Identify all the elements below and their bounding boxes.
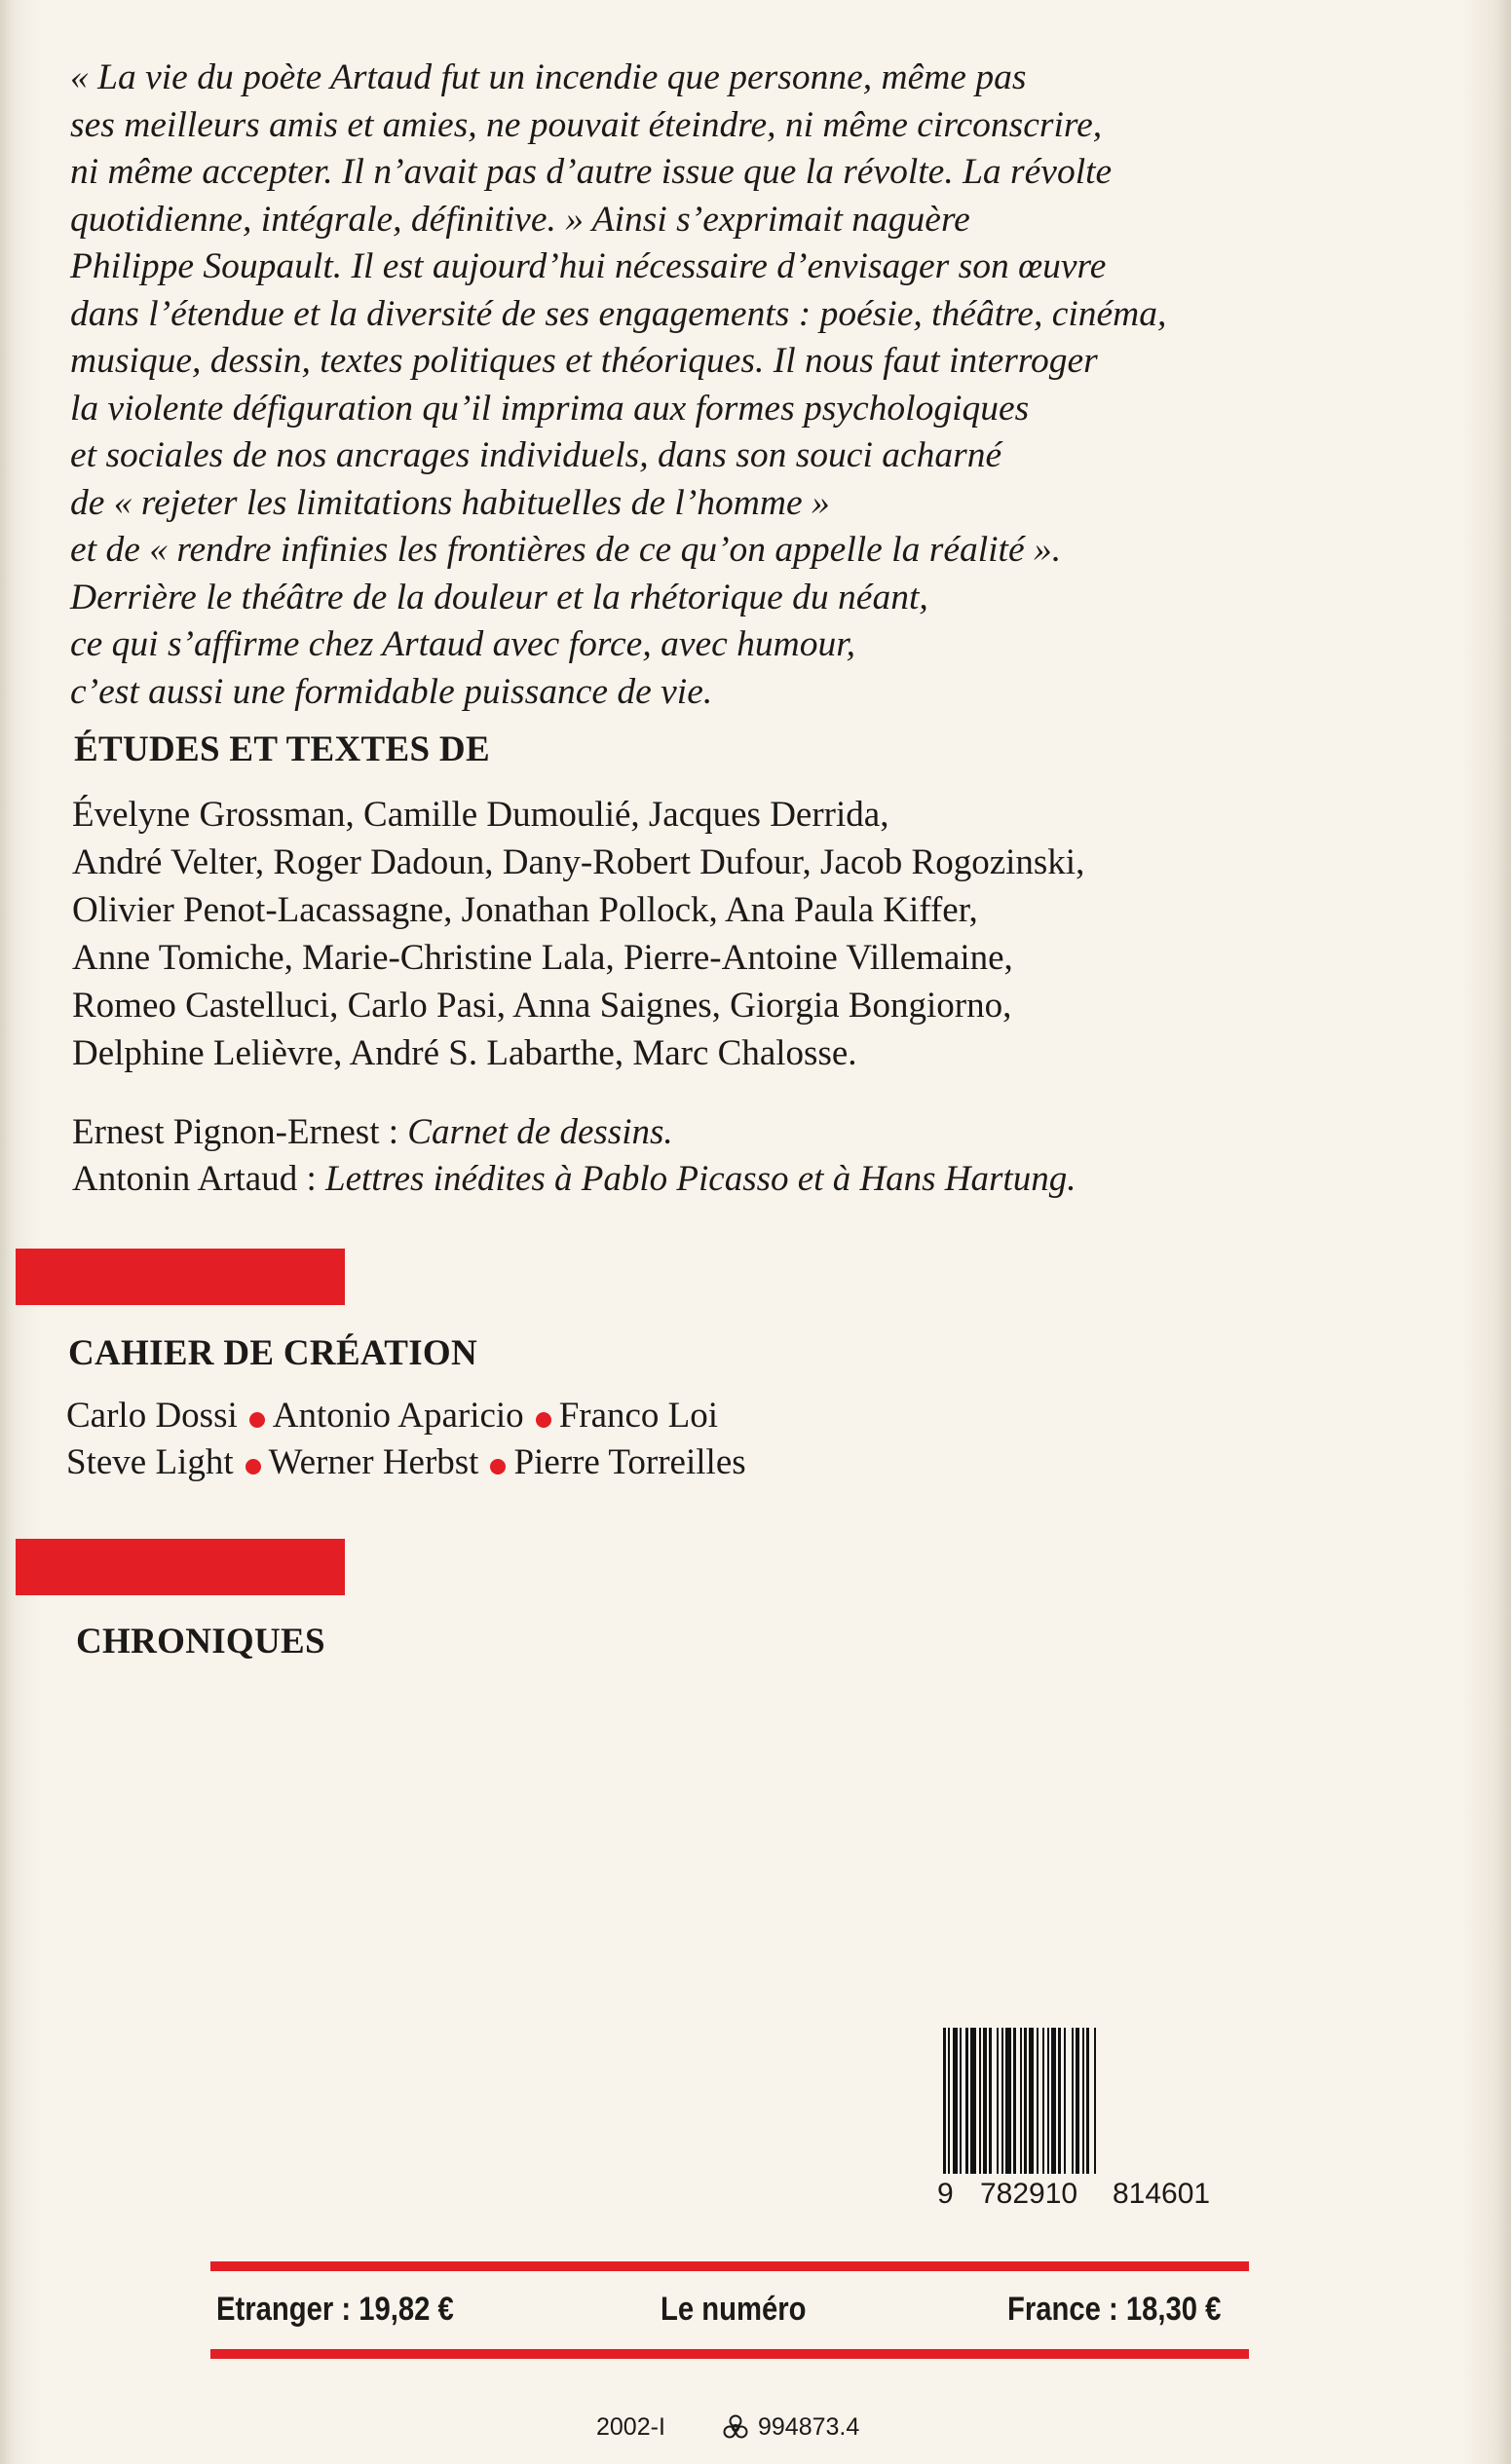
etudes-heading: ÉTUDES ET TEXTES DE bbox=[74, 729, 490, 769]
extras-list bbox=[72, 1109, 1076, 1203]
barcode-digit-group: 9 bbox=[937, 2178, 954, 2210]
extra-author: Ernest Pignon-Ernest : bbox=[72, 1112, 408, 1152]
cahier-author: Carlo Dossi bbox=[66, 1396, 238, 1436]
blurb-line: c’est aussi une formidable puissance de vie. bbox=[70, 671, 713, 712]
extra-author: Antonin Artaud : bbox=[72, 1159, 326, 1199]
blurb-line: la violente défiguration qu’il imprima aux formes psychologiques bbox=[70, 388, 1030, 429]
extra-item bbox=[72, 1109, 1076, 1156]
blurb-line: musique, dessin, textes politiques et théoriques. Il nous faut interroger bbox=[70, 341, 1098, 381]
contributor-line: Olivier Penot-Lacassagne, Jonathan Pollock, Ana Paula Kiffer, bbox=[72, 890, 978, 930]
blurb-line: quotidienne, intégrale, définitive. » Ainsi s’exprimait naguère bbox=[70, 199, 970, 240]
price-rule-bottom bbox=[210, 2349, 1249, 2359]
contributor-line: Delphine Lelièvre, André S. Labarthe, Marc Chalosse. bbox=[72, 1033, 857, 1073]
cahier-author: Franco Loi bbox=[558, 1396, 719, 1436]
red-bullet-icon bbox=[536, 1412, 551, 1428]
cahier-author: Werner Herbst bbox=[268, 1442, 479, 1482]
red-divider-bar bbox=[16, 1539, 345, 1595]
catalog-code: 994873.4 bbox=[758, 2413, 860, 2441]
blurb-line: et de « rendre infinies les frontières de ce qu’on appelle la réalité ». bbox=[70, 530, 1062, 570]
barcode-digit-group: 814601 bbox=[1113, 2178, 1211, 2210]
blurb-line: dans l’étendue et la diversité de ses engagements : poésie, théâtre, cinéma, bbox=[70, 293, 1167, 334]
extra-title: Lettres inédites à Pablo Picasso et à Hans Hartung. bbox=[325, 1159, 1077, 1199]
barcode-bars bbox=[937, 2028, 1245, 2174]
blurb-line: ni même accepter. Il n’avait pas d’autre issue que la révolte. La révolte bbox=[70, 152, 1113, 192]
blurb-line: ce qui s’affirme chez Artaud avec force, avec humour, bbox=[70, 624, 856, 664]
red-bullet-icon bbox=[246, 1459, 261, 1475]
cahier-authors bbox=[66, 1393, 746, 1486]
price-rule-top bbox=[210, 2261, 1249, 2271]
etudes-contributors bbox=[72, 791, 1084, 1077]
blurb-line: Derrière le théâtre de la douleur et la rhétorique du néant, bbox=[70, 577, 928, 617]
blurb-line: ses meilleurs amis et amies, ne pouvait éteindre, ni même circonscrire, bbox=[70, 104, 1103, 145]
blurb-line: « La vie du poète Artaud fut un incendie que personne, même pas bbox=[70, 57, 1027, 97]
cahier-heading: CAHIER DE CRÉATION bbox=[68, 1333, 477, 1373]
red-bullet-icon bbox=[490, 1459, 506, 1475]
back-cover-blurb bbox=[70, 55, 1434, 716]
edition-code: 2002-I bbox=[596, 2413, 665, 2441]
cahier-author: Pierre Torreilles bbox=[513, 1442, 746, 1482]
cahier-row bbox=[66, 1439, 746, 1486]
biohazard-icon bbox=[721, 2413, 750, 2443]
blurb-line: de « rejeter les limitations habituelles de l’homme » bbox=[70, 482, 830, 523]
extra-title: Carnet de dessins. bbox=[407, 1112, 673, 1152]
blurb-line: Philippe Soupault. Il est aujourd’hui nécessaire d’envisager son œuvre bbox=[70, 246, 1107, 286]
chroniques-heading: CHRONIQUES bbox=[76, 1622, 325, 1661]
cahier-author: Steve Light bbox=[66, 1442, 234, 1482]
red-divider-bar bbox=[16, 1249, 345, 1305]
contributor-line: André Velter, Roger Dadoun, Dany-Robert Dufour, Jacob Rogozinski, bbox=[72, 842, 1085, 882]
price-label: Le numéro bbox=[661, 2291, 807, 2328]
extra-item bbox=[72, 1156, 1076, 1203]
cahier-row bbox=[66, 1393, 746, 1439]
cahier-author: Antonio Aparicio bbox=[272, 1396, 524, 1436]
red-bullet-icon bbox=[249, 1412, 265, 1428]
blurb-line: et sociales de nos ancrages individuels, dans son souci acharné bbox=[70, 435, 1002, 475]
contributor-line: Romeo Castelluci, Carlo Pasi, Anna Saignes, Giorgia Bongiorno, bbox=[72, 986, 1012, 1026]
contributor-line: Évelyne Grossman, Camille Dumoulié, Jacques Derrida, bbox=[72, 795, 889, 835]
barcode-digits bbox=[937, 2178, 1245, 2219]
price-etranger: Etranger : 19,82 € bbox=[216, 2291, 454, 2328]
barcode-digit-group: 782910 bbox=[980, 2178, 1078, 2210]
price-france: France : 18,30 € bbox=[1007, 2291, 1222, 2328]
contributor-line: Anne Tomiche, Marie-Christine Lala, Pierre-Antoine Villemaine, bbox=[72, 938, 1013, 978]
